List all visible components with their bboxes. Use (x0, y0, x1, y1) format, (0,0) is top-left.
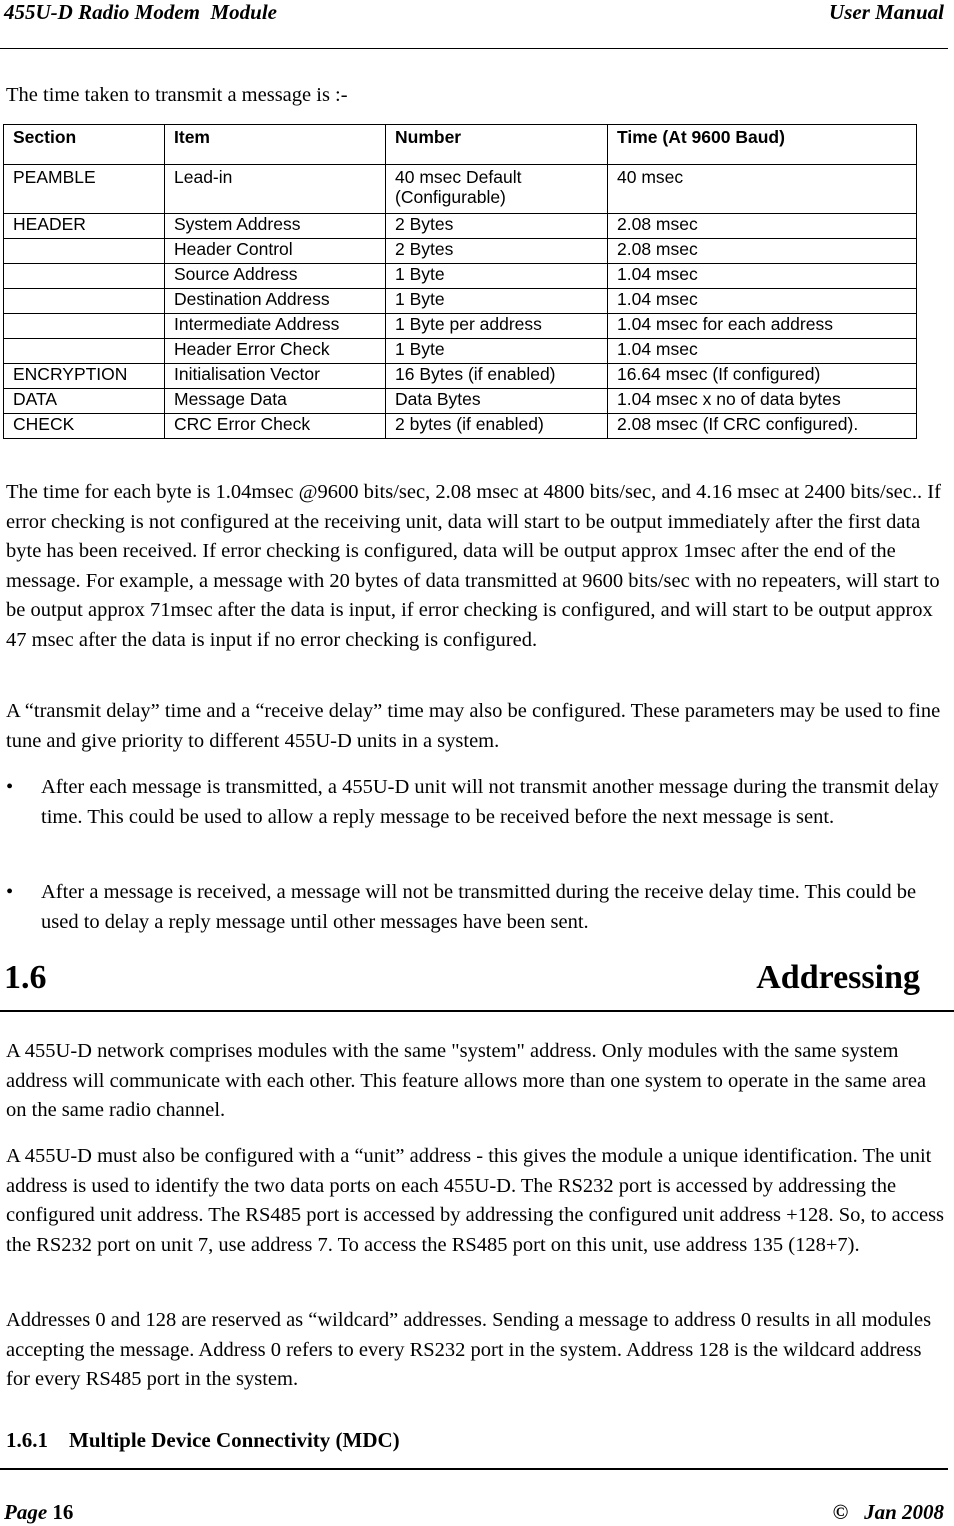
list-item (6, 773, 946, 832)
table-cell: Header Control (165, 239, 386, 264)
bullet-list (6, 878, 946, 937)
table-cell: 1 Byte (386, 339, 608, 364)
table-cell: HEADER (4, 214, 165, 239)
addressing-para-3 (6, 1306, 948, 1395)
delay-intro (6, 697, 948, 756)
footer-date: Jan 2008 (864, 1500, 944, 1524)
bullet-icon: • (6, 776, 14, 798)
section-heading (0, 958, 954, 1012)
table-cell: 1 Byte (386, 264, 608, 289)
section-title: Addressing (756, 959, 920, 996)
table-cell (4, 314, 165, 339)
table-cell: 1.04 msec (608, 289, 917, 314)
bullet-icon: • (6, 881, 14, 903)
paragraph: The time for each byte is 1.04msec @9600 bits/sec, 2.08 msec at 4800 bits/sec, and 4.16 msec at 2400 bits/sec.. If error checking is not configured at the receiving unit, data will start to be output immediately after the first data byte has been received. If error checking is configured, data will be output approx 1msec after the end of the message. For example, a message with 20 bytes of data transmitted at 9600 bits/sec with no repeaters, will start to be output approx 71msec after the data is input, if error checking is configured, and will start to be output approx 47 msec after the data is input if no error checking is configured. (6, 481, 941, 651)
intro-text: The time taken to transmit a message is :- (6, 84, 348, 106)
table-cell: 1.04 msec for each address (608, 314, 917, 339)
table-row (4, 289, 917, 314)
table-cell: 1.04 msec (608, 339, 917, 364)
list-item (6, 878, 946, 937)
timing-table (3, 124, 917, 439)
table-cell: DATA (4, 389, 165, 414)
table-header-cell: Time (At 9600 Baud) (608, 125, 917, 165)
paragraph: A 455U-D must also be configured with a “unit” address - this gives the module a unique identification. The unit address is used to identify the two data ports on each 455U-D. The RS232 port is accessed by addressing the configured unit address. The RS485 port is accessed by addressing the configured unit address +128. So, to access the RS232 port on unit 7, use address 7. To access the RS485 port on this unit, use address 135 (128+7). (6, 1145, 945, 1256)
table-cell: 2.08 msec (608, 239, 917, 264)
table-row (4, 314, 917, 339)
page-number: 16 (52, 1500, 74, 1524)
table-cell (4, 264, 165, 289)
table-row (4, 239, 917, 264)
table-cell: 1 Byte per address (386, 314, 608, 339)
timing-explanation (6, 478, 948, 655)
table-cell: 2.08 msec (If CRC configured). (608, 414, 917, 439)
footer-rule (0, 1468, 948, 1470)
table-row (4, 339, 917, 364)
list-item-text: After a message is received, a message will not be transmitted during the receive delay time. This could be used to delay a reply message until other messages have been sent. (41, 881, 917, 933)
subsection-heading (6, 1426, 400, 1454)
table-cell: Source Address (165, 264, 386, 289)
table-cell: 40 msec Default (Configurable) (386, 165, 608, 214)
table-cell: 2 Bytes (386, 239, 608, 264)
table-header-cell: Number (386, 125, 608, 165)
copyright-icon: © (832, 1500, 849, 1524)
footer-date-block (833, 1500, 944, 1524)
table-cell: ENCRYPTION (4, 364, 165, 389)
table-header-cell: Item (165, 125, 386, 165)
table-cell: 40 msec (608, 165, 917, 214)
bullet-list (6, 773, 946, 832)
table-row (4, 414, 917, 439)
table-row (4, 364, 917, 389)
paragraph: A “transmit delay” time and a “receive delay” time may also be configured. These parameters may be used to fine tune and give priority to different 455U-D units in a system. (6, 700, 941, 752)
table-cell: Destination Address (165, 289, 386, 314)
table-cell: 1.04 msec x no of data bytes (608, 389, 917, 414)
table-cell: Message Data (165, 389, 386, 414)
table-cell: 1 Byte (386, 289, 608, 314)
paragraph: Addresses 0 and 128 are reserved as “wildcard” addresses. Sending a message to address 0 results in all modules accepting the message. Address 0 refers to every RS232 port in the system. Address 128 is the wildcard address for every RS485 port in the system. (6, 1309, 932, 1390)
table-cell: 2 bytes (if enabled) (386, 414, 608, 439)
table-cell: PEAMBLE (4, 165, 165, 214)
table-cell: Data Bytes (386, 389, 608, 414)
subsection-number: 1.6.1 (6, 1428, 48, 1452)
page-header (4, 0, 944, 24)
table-cell: Initialisation Vector (165, 364, 386, 389)
table-row (4, 264, 917, 289)
table-cell: System Address (165, 214, 386, 239)
page-footer (4, 1500, 944, 1524)
table-cell: CRC Error Check (165, 414, 386, 439)
table-row (4, 389, 917, 414)
table-cell: CHECK (4, 414, 165, 439)
list-item-text: After each message is transmitted, a 455U-D unit will not transmit another message during the transmit delay time. This could be used to allow a reply message to be received before the next message is sent. (41, 776, 939, 828)
table-cell (4, 239, 165, 264)
page-number-block (4, 1500, 73, 1524)
addressing-para-1 (6, 1037, 948, 1126)
table-row (4, 214, 917, 239)
header-rule (0, 48, 948, 49)
subsection-title: Multiple Device Connectivity (MDC) (69, 1428, 400, 1452)
page-label: Page (4, 1500, 48, 1524)
table-header-cell: Section (4, 125, 165, 165)
table-cell: 16.64 msec (If configured) (608, 364, 917, 389)
table-header-row (4, 125, 917, 165)
header-doc-title: 455U-D Radio Modem Module (4, 0, 277, 24)
table-cell: Intermediate Address (165, 314, 386, 339)
table-cell: 16 Bytes (if enabled) (386, 364, 608, 389)
table-cell (4, 289, 165, 314)
table-cell: 2.08 msec (608, 214, 917, 239)
addressing-para-2 (6, 1142, 948, 1260)
table-cell: Lead-in (165, 165, 386, 214)
table-cell: 2 Bytes (386, 214, 608, 239)
header-manual-label: User Manual (829, 0, 944, 24)
table-cell (4, 339, 165, 364)
table-cell: 1.04 msec (608, 264, 917, 289)
paragraph: A 455U-D network comprises modules with the same "system" address. Only modules with the same system address will communicate with each other. This feature allows more than one system to operate in the same area on the same radio channel. (6, 1040, 927, 1121)
table-cell: Header Error Check (165, 339, 386, 364)
section-number: 1.6 (4, 959, 47, 996)
table-row (4, 165, 917, 214)
